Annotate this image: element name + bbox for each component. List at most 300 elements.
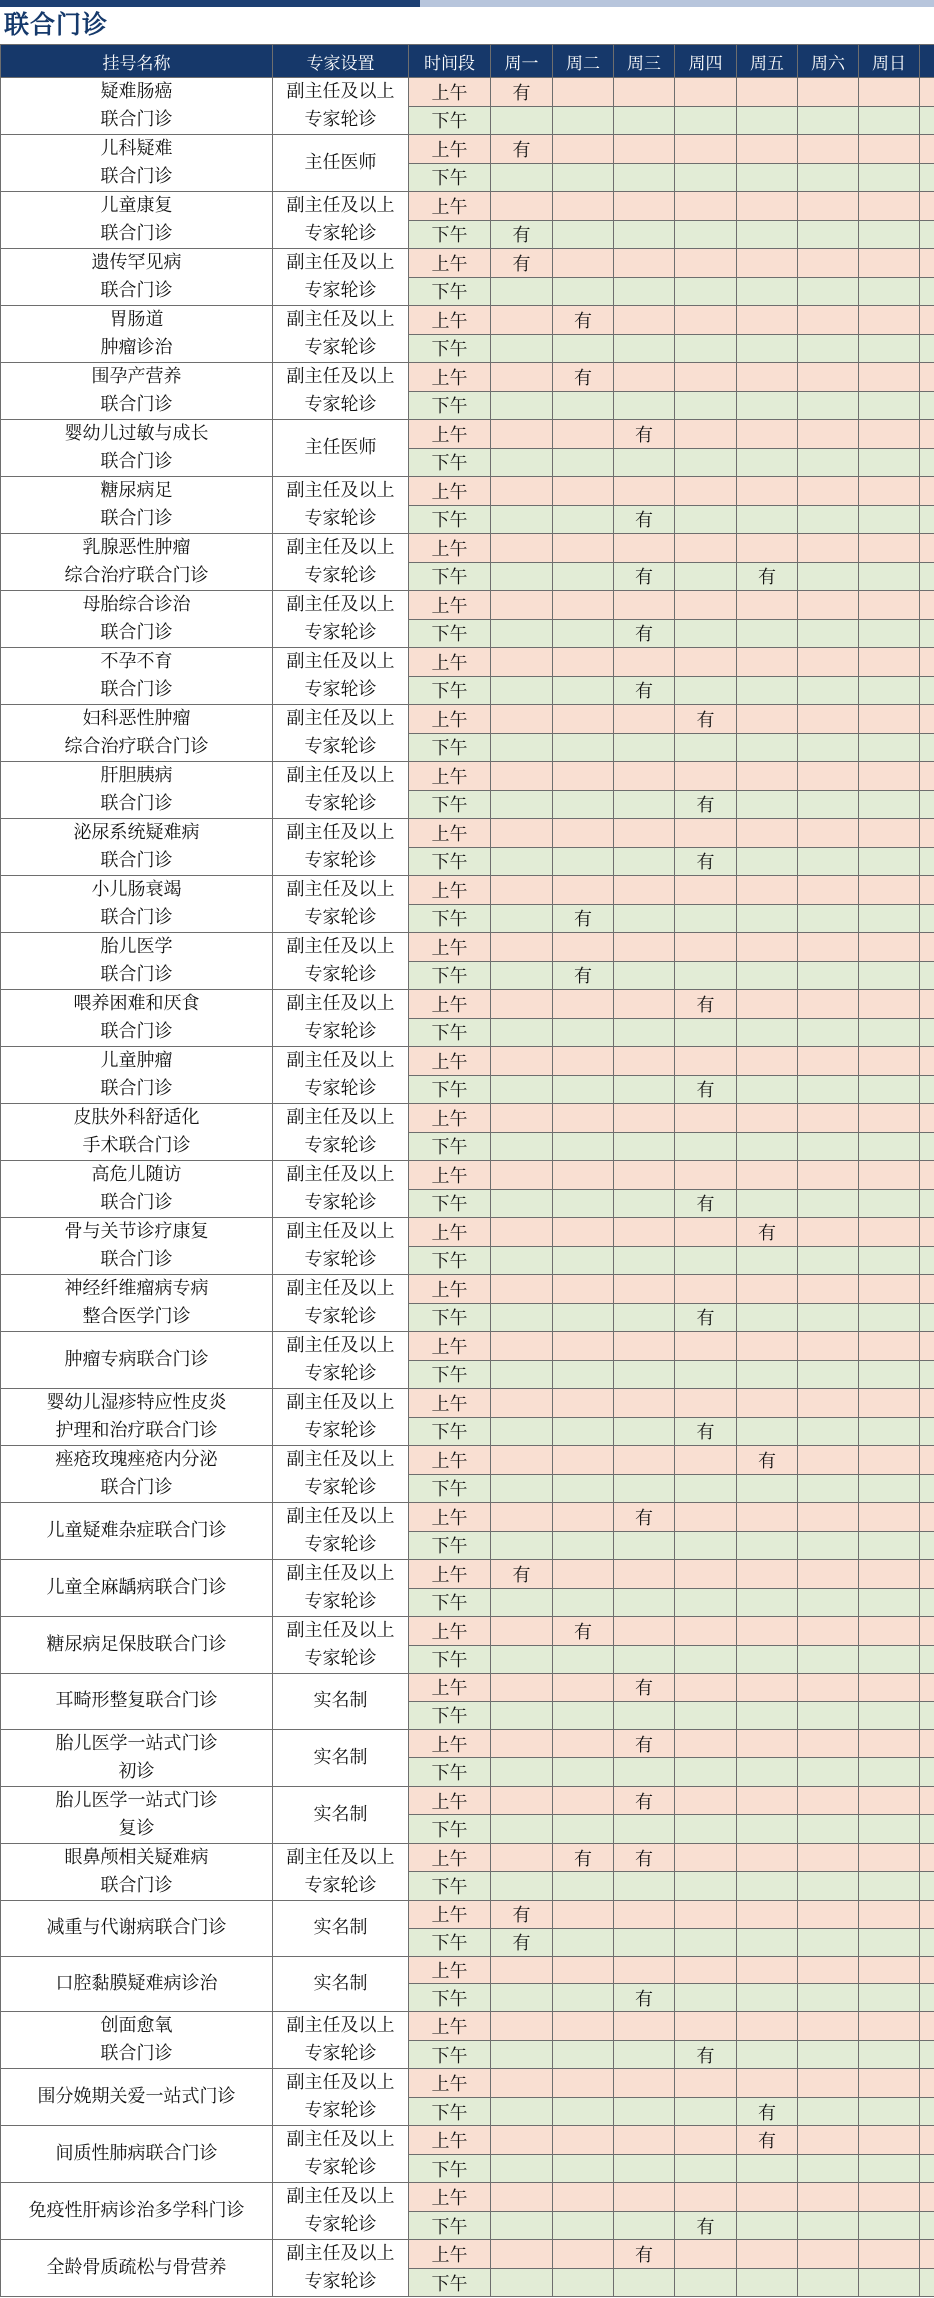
schedule-cell xyxy=(920,733,934,762)
schedule-cell xyxy=(920,477,934,506)
schedule-cell xyxy=(675,1786,737,1815)
expert-setting xyxy=(273,1446,409,1503)
schedule-cell xyxy=(553,1984,614,2012)
expert-setting xyxy=(273,1389,409,1446)
schedule-cell xyxy=(920,420,934,449)
expert-setting-line: 副主任及以上 xyxy=(286,1050,395,1071)
schedule-cell xyxy=(798,676,859,705)
schedule-cell xyxy=(614,1332,675,1361)
schedule-cell xyxy=(553,1161,614,1190)
clinic-name-line: 儿童全麻龋病联合门诊 xyxy=(46,1577,227,1598)
table-row xyxy=(1,249,934,278)
clinic-name-line: 初诊 xyxy=(118,1760,155,1782)
schedule-cell xyxy=(491,534,553,563)
period-label: 下午 xyxy=(409,961,491,990)
schedule-cell xyxy=(798,1132,859,1161)
expert-setting-line: 副主任及以上 xyxy=(286,1278,395,1299)
clinic-name-line: 手术联合门诊 xyxy=(82,1135,191,1156)
schedule-cell xyxy=(675,1360,737,1389)
schedule-cell xyxy=(614,448,675,477)
table-row xyxy=(1,2183,934,2212)
period-label: 上午 xyxy=(409,990,491,1019)
clinic-name-line: 联合门诊 xyxy=(100,280,173,301)
clinic-name-line: 综合治疗联合门诊 xyxy=(64,736,209,757)
schedule-cell xyxy=(675,1758,737,1787)
schedule-cell xyxy=(737,1843,798,1872)
schedule-cell xyxy=(491,1218,553,1247)
schedule-cell xyxy=(798,1786,859,1815)
period-label: 下午 xyxy=(409,2040,491,2069)
schedule-cell xyxy=(491,876,553,905)
period-label: 上午 xyxy=(409,135,491,164)
schedule-cell xyxy=(737,334,798,363)
schedule-cell xyxy=(859,847,920,876)
schedule-cell xyxy=(553,2069,614,2098)
schedule-cell xyxy=(859,1246,920,1275)
schedule-cell: 有 xyxy=(737,562,798,591)
schedule-cell xyxy=(920,2097,934,2126)
schedule-cell xyxy=(614,2211,675,2240)
expert-setting xyxy=(273,1218,409,1275)
schedule-cell xyxy=(614,1189,675,1218)
schedule-cell xyxy=(675,220,737,249)
clinic-name-line: 喂养困难和厌食 xyxy=(73,993,200,1014)
schedule-cell xyxy=(491,2240,553,2269)
schedule-cell xyxy=(553,1674,614,1702)
clinic-name xyxy=(1,2240,273,2297)
expert-setting-line: 副主任及以上 xyxy=(286,594,395,615)
schedule-cell xyxy=(737,1872,798,1901)
schedule-cell xyxy=(920,1360,934,1389)
expert-setting xyxy=(273,2183,409,2240)
schedule-cell xyxy=(798,819,859,848)
schedule-cell xyxy=(920,1674,934,1702)
schedule-cell xyxy=(798,1984,859,2012)
schedule-cell xyxy=(737,1389,798,1418)
schedule-cell xyxy=(737,1047,798,1076)
schedule-cell xyxy=(491,1729,553,1758)
schedule-cell xyxy=(614,1104,675,1133)
period-label: 上午 xyxy=(409,1617,491,1646)
schedule-cell xyxy=(675,562,737,591)
table-row xyxy=(1,591,934,620)
schedule-cell xyxy=(920,192,934,221)
clinic-name-line: 肿瘤专病联合门诊 xyxy=(64,1349,209,1370)
clinic-name-line: 综合治疗联合门诊 xyxy=(64,565,209,586)
schedule-cell xyxy=(491,990,553,1019)
schedule-cell xyxy=(675,1617,737,1646)
schedule-cell xyxy=(798,961,859,990)
schedule-cell xyxy=(737,2069,798,2098)
expert-setting xyxy=(273,1104,409,1161)
schedule-cell xyxy=(798,1956,859,1984)
table-row xyxy=(1,1617,934,1646)
schedule-cell: 有 xyxy=(675,705,737,734)
schedule-cell xyxy=(859,1132,920,1161)
schedule-cell: 有 xyxy=(553,904,614,933)
expert-setting-line: 专家轮诊 xyxy=(304,1135,377,1156)
schedule-cell xyxy=(859,1303,920,1332)
expert-setting-line: 副主任及以上 xyxy=(286,651,395,672)
schedule-cell xyxy=(553,1928,614,1956)
schedule-cell xyxy=(798,163,859,192)
expert-setting-line: 主任医师 xyxy=(304,437,377,458)
schedule-cell xyxy=(737,904,798,933)
clinic-name-line: 联合门诊 xyxy=(100,907,173,928)
schedule-cell xyxy=(675,1104,737,1133)
schedule-cell xyxy=(553,2211,614,2240)
schedule-cell xyxy=(737,1786,798,1815)
schedule-cell xyxy=(675,192,737,221)
schedule-cell xyxy=(737,1815,798,1844)
schedule-cell xyxy=(798,1729,859,1758)
clinic-name xyxy=(1,192,273,249)
clinic-name xyxy=(1,1275,273,1332)
schedule-cell xyxy=(553,1956,614,1984)
expert-setting-line: 副主任及以上 xyxy=(286,708,395,729)
expert-setting-line: 实名制 xyxy=(313,1746,368,1768)
schedule-cell: 有 xyxy=(614,619,675,648)
schedule-cell: 有 xyxy=(614,420,675,449)
period-label: 下午 xyxy=(409,1588,491,1617)
schedule-cell xyxy=(920,2211,934,2240)
schedule-cell xyxy=(737,1674,798,1702)
schedule-cell: 有 xyxy=(675,1075,737,1104)
period-label: 上午 xyxy=(409,1843,491,1872)
schedule-cell xyxy=(798,2040,859,2069)
schedule-cell xyxy=(491,2268,553,2297)
schedule-cell xyxy=(737,591,798,620)
schedule-cell xyxy=(798,1531,859,1560)
schedule-cell xyxy=(798,1872,859,1901)
schedule-cell xyxy=(920,2040,934,2069)
expert-setting xyxy=(273,1900,409,1956)
period-label: 下午 xyxy=(409,2097,491,2126)
clinic-name-line: 联合门诊 xyxy=(100,394,173,415)
period-label: 上午 xyxy=(409,1218,491,1247)
schedule-cell xyxy=(491,2183,553,2212)
period-label: 下午 xyxy=(409,619,491,648)
schedule-cell xyxy=(553,448,614,477)
schedule-cell xyxy=(491,2097,553,2126)
schedule-cell xyxy=(920,1729,934,1758)
schedule-cell xyxy=(798,1645,859,1674)
schedule-cell xyxy=(737,933,798,962)
schedule-cell xyxy=(859,135,920,164)
expert-setting-line: 专家轮诊 xyxy=(304,565,377,586)
header-wed: 周三 xyxy=(614,45,675,78)
schedule-cell xyxy=(920,1218,934,1247)
schedule-cell xyxy=(675,1503,737,1532)
schedule-cell xyxy=(491,1984,553,2012)
schedule-cell xyxy=(798,277,859,306)
schedule-cell xyxy=(675,249,737,278)
clinic-name-line: 乳腺恶性肿瘤 xyxy=(82,537,191,558)
expert-setting xyxy=(273,363,409,420)
expert-setting-line: 副主任及以上 xyxy=(286,993,395,1014)
expert-setting-line: 副主任及以上 xyxy=(286,1335,395,1356)
schedule-cell xyxy=(859,1389,920,1418)
expert-setting-line: 专家轮诊 xyxy=(304,1648,377,1669)
expert-setting-line: 专家轮诊 xyxy=(304,1591,377,1612)
table-row xyxy=(1,2240,934,2269)
schedule-cell xyxy=(798,2126,859,2155)
schedule-cell xyxy=(614,78,675,107)
expert-setting-line: 副主任及以上 xyxy=(286,480,395,501)
clinic-name xyxy=(1,933,273,990)
schedule-cell xyxy=(920,961,934,990)
schedule-cell xyxy=(737,306,798,335)
schedule-cell xyxy=(491,648,553,677)
schedule-cell xyxy=(491,1389,553,1418)
schedule-cell xyxy=(614,790,675,819)
expert-setting xyxy=(273,933,409,990)
schedule-cell xyxy=(553,1132,614,1161)
schedule-cell xyxy=(798,1104,859,1133)
schedule-cell xyxy=(859,1446,920,1475)
schedule-cell xyxy=(859,1786,920,1815)
schedule-cell: 有 xyxy=(675,2211,737,2240)
period-label: 下午 xyxy=(409,1701,491,1729)
schedule-cell xyxy=(859,106,920,135)
schedule-cell: 有 xyxy=(675,990,737,1019)
table-row xyxy=(1,1560,934,1589)
expert-setting-line: 副主任及以上 xyxy=(286,195,395,216)
clinic-name-line: 儿童疑难杂症联合门诊 xyxy=(46,1520,227,1541)
period-label: 上午 xyxy=(409,1729,491,1758)
schedule-cell xyxy=(737,192,798,221)
schedule-cell xyxy=(920,819,934,848)
expert-setting-line: 专家轮诊 xyxy=(304,1249,377,1270)
expert-setting-line: 实名制 xyxy=(313,1917,368,1939)
schedule-cell xyxy=(798,1843,859,1872)
schedule-cell xyxy=(798,619,859,648)
schedule-cell: 有 xyxy=(553,1617,614,1646)
schedule-cell xyxy=(675,1674,737,1702)
clinic-name xyxy=(1,1729,273,1786)
schedule-cell xyxy=(491,1417,553,1446)
schedule-cell: 有 xyxy=(491,78,553,107)
schedule-cell xyxy=(798,562,859,591)
schedule-cell xyxy=(553,1729,614,1758)
schedule-cell xyxy=(737,1161,798,1190)
schedule-cell xyxy=(859,562,920,591)
clinic-name-line: 肿瘤诊治 xyxy=(100,337,173,358)
schedule-cell xyxy=(614,876,675,905)
schedule-cell xyxy=(614,2012,675,2041)
schedule-cell xyxy=(737,534,798,563)
schedule-cell xyxy=(675,1729,737,1758)
clinic-name-line: 泌尿系统疑难病 xyxy=(73,822,200,843)
schedule-cell xyxy=(614,477,675,506)
expert-setting-line: 专家轮诊 xyxy=(304,109,377,130)
schedule-cell xyxy=(491,762,553,791)
schedule-cell xyxy=(737,2012,798,2041)
schedule-cell xyxy=(920,2268,934,2297)
schedule-cell xyxy=(920,1900,934,1928)
period-label: 上午 xyxy=(409,819,491,848)
schedule-cell xyxy=(737,1729,798,1758)
expert-setting-line: 副主任及以上 xyxy=(286,1563,395,1584)
schedule-cell xyxy=(553,2268,614,2297)
period-label: 上午 xyxy=(409,249,491,278)
schedule-cell xyxy=(491,1132,553,1161)
expert-setting-line: 副主任及以上 xyxy=(286,1221,395,1242)
schedule-cell xyxy=(920,1588,934,1617)
expert-setting xyxy=(273,762,409,819)
expert-setting xyxy=(273,1275,409,1332)
schedule-cell xyxy=(920,1701,934,1729)
schedule-cell xyxy=(798,2240,859,2269)
schedule-cell xyxy=(920,705,934,734)
schedule-cell xyxy=(553,562,614,591)
period-label: 上午 xyxy=(409,762,491,791)
expert-setting xyxy=(273,135,409,192)
schedule-cell xyxy=(675,961,737,990)
expert-setting-line: 专家轮诊 xyxy=(304,2214,377,2236)
schedule-cell xyxy=(920,676,934,705)
period-label: 下午 xyxy=(409,676,491,705)
schedule-cell xyxy=(675,2240,737,2269)
schedule-cell xyxy=(798,391,859,420)
table-row xyxy=(1,705,934,734)
schedule-cell xyxy=(737,1701,798,1729)
schedule-cell xyxy=(920,990,934,1019)
schedule-cell xyxy=(675,135,737,164)
schedule-cell xyxy=(859,1503,920,1532)
schedule-cell xyxy=(798,448,859,477)
schedule-cell xyxy=(553,1588,614,1617)
schedule-cell xyxy=(920,876,934,905)
clinic-name-line: 糖尿病足保肢联合门诊 xyxy=(46,1634,227,1655)
expert-setting-line: 专家轮诊 xyxy=(304,622,377,643)
schedule-cell xyxy=(798,1417,859,1446)
schedule-cell xyxy=(737,819,798,848)
schedule-cell xyxy=(737,2211,798,2240)
period-label: 下午 xyxy=(409,163,491,192)
period-label: 下午 xyxy=(409,847,491,876)
schedule-cell xyxy=(553,676,614,705)
period-label: 上午 xyxy=(409,2012,491,2041)
period-label: 下午 xyxy=(409,1417,491,1446)
schedule-cell xyxy=(920,1560,934,1589)
schedule-cell xyxy=(614,2040,675,2069)
clinic-name-line: 婴幼儿过敏与成长 xyxy=(64,423,209,444)
schedule-cell: 有 xyxy=(675,1417,737,1446)
schedule-cell xyxy=(553,505,614,534)
schedule-cell xyxy=(491,505,553,534)
schedule-cell: 有 xyxy=(614,676,675,705)
expert-setting-line: 专家轮诊 xyxy=(304,1078,377,1099)
schedule-cell xyxy=(859,306,920,335)
expert-setting xyxy=(273,249,409,306)
table-row xyxy=(1,1674,934,1702)
schedule-cell xyxy=(491,1815,553,1844)
expert-setting xyxy=(273,2069,409,2126)
schedule-cell xyxy=(614,762,675,791)
schedule-cell xyxy=(798,1047,859,1076)
schedule-cell xyxy=(491,1104,553,1133)
schedule-cell xyxy=(737,648,798,677)
expert-setting-line: 专家轮诊 xyxy=(304,1363,377,1384)
schedule-cell xyxy=(491,334,553,363)
schedule-cell xyxy=(859,1189,920,1218)
schedule-cell xyxy=(737,1474,798,1503)
schedule-cell xyxy=(859,2069,920,2098)
schedule-cell xyxy=(859,1617,920,1646)
period-label: 下午 xyxy=(409,2268,491,2297)
schedule-cell xyxy=(920,448,934,477)
period-label: 上午 xyxy=(409,420,491,449)
period-label: 上午 xyxy=(409,192,491,221)
schedule-cell xyxy=(675,904,737,933)
schedule-cell xyxy=(614,277,675,306)
schedule-cell xyxy=(491,1360,553,1389)
schedule-body xyxy=(1,78,934,2297)
schedule-cell xyxy=(737,1132,798,1161)
schedule-cell xyxy=(859,363,920,392)
clinic-name-line: 联合门诊 xyxy=(100,793,173,814)
schedule-cell xyxy=(614,2069,675,2098)
expert-setting-line: 副主任及以上 xyxy=(286,1620,395,1641)
schedule-cell xyxy=(798,1218,859,1247)
schedule-cell xyxy=(675,1984,737,2012)
schedule-cell xyxy=(675,619,737,648)
schedule-cell xyxy=(553,135,614,164)
expert-setting-line: 专家轮诊 xyxy=(304,1534,377,1555)
clinic-name xyxy=(1,876,273,933)
clinic-name-line: 糖尿病足 xyxy=(100,480,173,501)
clinic-name-line: 高危儿随访 xyxy=(91,1164,182,1185)
schedule-cell xyxy=(920,163,934,192)
clinic-name-line: 复诊 xyxy=(118,1817,155,1839)
clinic-name-line: 神经纤维瘤病专病 xyxy=(64,1278,209,1299)
schedule-cell xyxy=(798,135,859,164)
expert-setting-line: 副主任及以上 xyxy=(286,309,395,330)
expert-setting-line: 专家轮诊 xyxy=(304,1420,377,1441)
expert-setting xyxy=(273,705,409,762)
schedule-cell: 有 xyxy=(553,961,614,990)
schedule-cell xyxy=(737,2183,798,2212)
period-label: 上午 xyxy=(409,1104,491,1133)
table-row xyxy=(1,1729,934,1758)
clinic-name-line: 护理和治疗联合门诊 xyxy=(55,1420,218,1441)
schedule-cell xyxy=(614,2154,675,2183)
schedule-cell: 有 xyxy=(553,363,614,392)
period-label: 上午 xyxy=(409,1047,491,1076)
schedule-cell xyxy=(798,1928,859,1956)
schedule-cell xyxy=(798,477,859,506)
schedule-cell xyxy=(491,1872,553,1901)
schedule-cell: 有 xyxy=(614,1503,675,1532)
schedule-cell xyxy=(798,790,859,819)
expert-setting-line: 专家轮诊 xyxy=(304,1021,377,1042)
schedule-cell xyxy=(553,762,614,791)
schedule-cell xyxy=(675,306,737,335)
schedule-cell xyxy=(737,990,798,1019)
schedule-cell xyxy=(798,192,859,221)
expert-setting-line: 专家轮诊 xyxy=(304,2043,377,2065)
schedule-cell xyxy=(491,448,553,477)
expert-setting-line: 副主任及以上 xyxy=(286,2072,395,2094)
period-label: 下午 xyxy=(409,277,491,306)
schedule-cell xyxy=(491,1956,553,1984)
clinic-name-line: 母胎综合诊治 xyxy=(82,594,191,615)
expert-setting-line: 专家轮诊 xyxy=(304,793,377,814)
schedule-cell xyxy=(553,78,614,107)
schedule-cell xyxy=(491,1617,553,1646)
schedule-cell xyxy=(859,762,920,791)
